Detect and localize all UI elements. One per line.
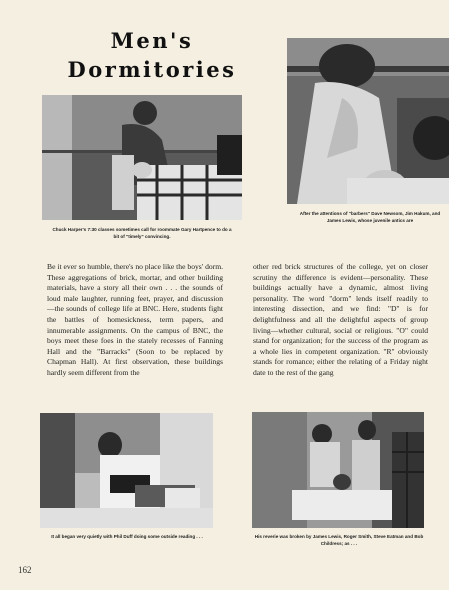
page-title-line2: Dormitories <box>67 57 237 82</box>
caption-top-left: Chuck Harper's 7:30 classes sometimes call for roommate Gary Hartpence to do a bit of "timely" convincing. <box>52 227 232 239</box>
page-title-line1: Men's <box>110 28 194 53</box>
photo-wake-up <box>42 95 242 220</box>
photo-reading <box>40 413 213 528</box>
photo-prank <box>252 412 424 528</box>
photo-barbers <box>287 38 449 204</box>
caption-bottom-right: His reverie was broken by James Lewis, Roger Smith, Steve Eatman and Bob Childress; as . . . <box>254 534 424 546</box>
caption-top-right: After the attentions of "barbers" Dave Newsom, Jim Hakum, and James Lewis, whose juvenile antics are <box>299 211 441 223</box>
body-column-left: Be it ever so humble, there's no place like the boys' dorm. These aggregations of brick, mortar, and other building materials, have a story all their own . . . the sounds of loud male laughter, running feet, prayer, and discussion—the sounds of college life at BNC. Here, students fight the battles of homesickness, term papers, and innumerable assignments. On the campus of BNC, the boys meet these foes in the stately recesses of Fanning Hall and the "Barracks" (Soon to be replaced by Chapman Hall). At first observation, these buildings hardly seem different from the <box>47 262 223 377</box>
caption-bottom-left: It all began very quietly with Phil Duff doing some outside reading . . . <box>51 534 203 539</box>
page-number: 162 <box>18 565 32 575</box>
body-column-right: other red brick structures of the college, yet on closer scrutiny the difference is evident—personality. These buildings actually have a dynamic, almost living personality. The word "dorm" lends itself readily to interesting dissection, and we find: "D" is for delightfulness and all the delightful aspects of group living—whether cultural, social or religious. "O" could stand for organization; for the success of the program as a whole lies in competent organization. "R" obviously stands for romance; either the relating of a Friday night date to the rest of the gang <box>253 262 428 377</box>
